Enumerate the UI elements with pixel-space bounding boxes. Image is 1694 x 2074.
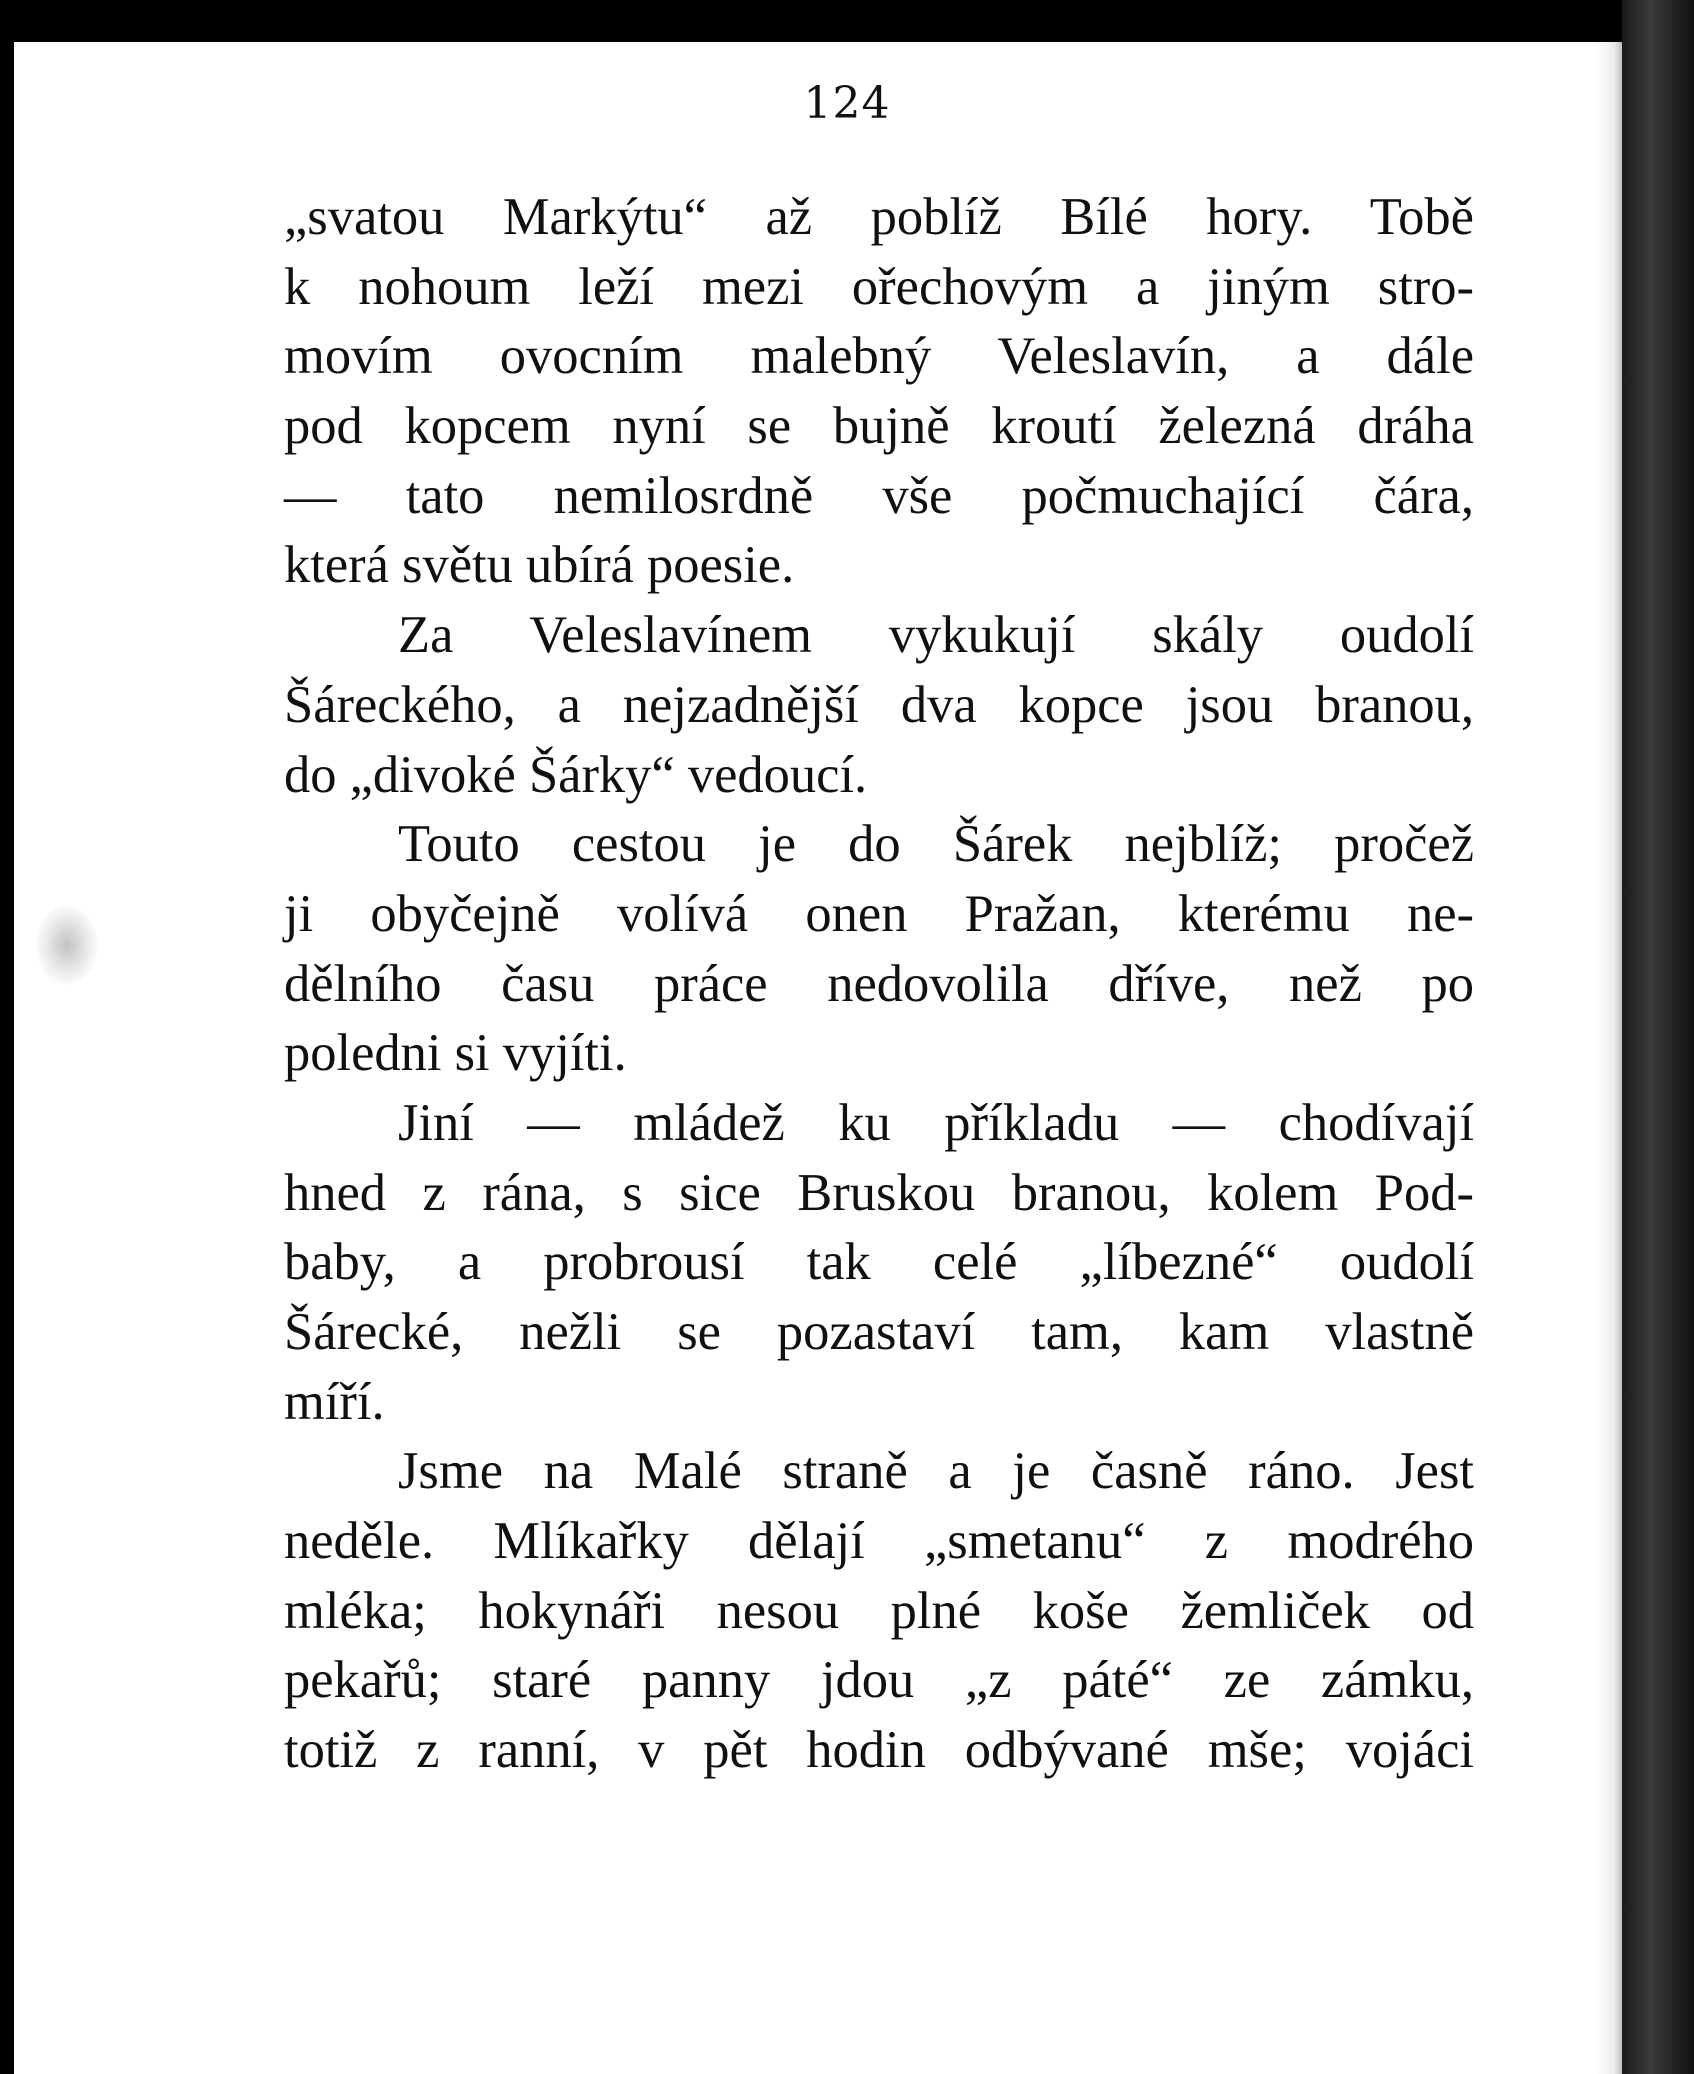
text-line: ji obyčejně volívá onen Pražan, kterému ne- bbox=[284, 884, 1474, 943]
text-line: do „divoké Šárky“ vedoucí. bbox=[284, 745, 868, 804]
text-line: hned z rána, s sice Bruskou branou, kolem Pod- bbox=[284, 1163, 1474, 1222]
text-line: Touto cestou je do Šárek nejblíž; pročež bbox=[398, 815, 1474, 874]
page-binding-edge bbox=[1622, 0, 1694, 2074]
text-line: míří. bbox=[284, 1372, 385, 1431]
text-line: pod kopcem nyní se bujně kroutí železná dráha bbox=[284, 397, 1474, 456]
text-line: Jiní — mládež ku příkladu — chodívají bbox=[398, 1093, 1474, 1152]
text-line: movím ovocním malebný Veleslavín, a dále bbox=[284, 327, 1474, 386]
text-line: neděle. Mlíkařky dělají „smetanu“ z modrého bbox=[284, 1512, 1474, 1571]
text-line: Jsme na Malé straně a je časně ráno. Jest bbox=[398, 1442, 1474, 1501]
text-line: — tato nemilosrdně vše počmuchající čára, bbox=[284, 466, 1474, 525]
page-gutter-shadow bbox=[1596, 42, 1622, 2074]
text-line: Šáreckého, a nejzadnější dva kopce jsou branou, bbox=[284, 675, 1474, 734]
text-line: Za Veleslavínem vykukují skály oudolí bbox=[398, 606, 1474, 665]
text-line: „svatou Markýtu“ až poblíž Bílé hory. Tobě bbox=[284, 188, 1474, 246]
text-line: totiž z ranní, v pět hodin odbývané mše; vojáci bbox=[284, 1721, 1474, 1780]
body-text bbox=[284, 183, 1474, 1786]
text-line: mléka; hokynáři nesou plné koše žemliček od bbox=[284, 1581, 1474, 1640]
text-line: která světu ubírá poesie. bbox=[284, 536, 795, 595]
page-number: 124 bbox=[803, 78, 891, 129]
page-smudge bbox=[36, 905, 98, 985]
text-line: k nohoum leží mezi ořechovým a jiným stro- bbox=[284, 257, 1474, 316]
text-line: baby, a probrousí tak celé „líbezné“ oudolí bbox=[284, 1233, 1474, 1292]
text-line: Šárecké, nežli se pozastaví tam, kam vlastně bbox=[284, 1303, 1474, 1361]
text-line: poledni si vyjíti. bbox=[284, 1024, 627, 1083]
text-line: pekařů; staré panny jdou „z páté“ ze zámku, bbox=[284, 1651, 1474, 1710]
text-line: dělního času práce nedovolila dříve, než po bbox=[284, 954, 1474, 1013]
